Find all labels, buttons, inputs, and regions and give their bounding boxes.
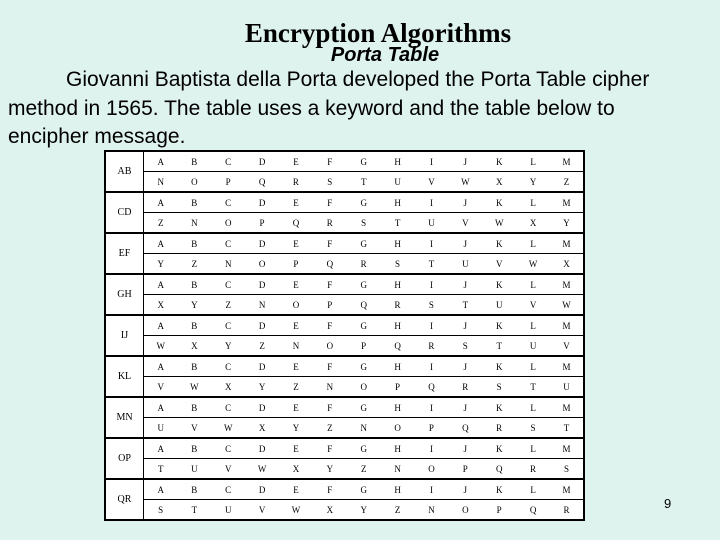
- cipher-letter-cell: Z: [245, 336, 279, 357]
- cipher-letter-cell: O: [347, 377, 381, 398]
- plain-letter-cell: L: [516, 315, 550, 336]
- plain-letter-cell: C: [211, 356, 245, 377]
- plain-letter-cell: E: [279, 397, 313, 418]
- intro-paragraph: Giovanni Baptista della Porta developed the Porta Table cipher method in 1565. The table uses a keyword and the table below to encipher message.: [8, 68, 650, 148]
- plain-letter-cell: C: [211, 397, 245, 418]
- row-key-label: OP: [105, 438, 144, 479]
- plain-letter-cell: K: [482, 315, 516, 336]
- cipher-letter-cell: S: [415, 295, 449, 316]
- table-row: [105, 315, 584, 336]
- cipher-letter-cell: Y: [347, 500, 381, 521]
- cipher-letter-cell: V: [245, 500, 279, 521]
- plain-letter-cell: C: [211, 151, 245, 172]
- cipher-letter-cell: X: [313, 500, 347, 521]
- plain-letter-cell: D: [245, 192, 279, 213]
- cipher-letter-cell: V: [516, 295, 550, 316]
- table-row: [105, 418, 584, 439]
- cipher-letter-cell: Z: [211, 295, 245, 316]
- cipher-letter-cell: W: [516, 254, 550, 275]
- table-row: [105, 479, 584, 500]
- plain-letter-cell: A: [144, 192, 178, 213]
- cipher-letter-cell: U: [144, 418, 178, 439]
- plain-letter-cell: B: [177, 356, 211, 377]
- cipher-letter-cell: R: [347, 254, 381, 275]
- row-key-label: EF: [105, 233, 144, 274]
- plain-letter-cell: H: [381, 274, 415, 295]
- cipher-letter-cell: T: [177, 500, 211, 521]
- plain-letter-cell: J: [448, 397, 482, 418]
- plain-letter-cell: M: [550, 397, 584, 418]
- plain-letter-cell: A: [144, 356, 178, 377]
- cipher-letter-cell: U: [177, 459, 211, 480]
- plain-letter-cell: E: [279, 192, 313, 213]
- cipher-letter-cell: P: [313, 295, 347, 316]
- plain-letter-cell: I: [415, 315, 449, 336]
- cipher-letter-cell: Y: [245, 377, 279, 398]
- plain-letter-cell: B: [177, 397, 211, 418]
- plain-letter-cell: L: [516, 438, 550, 459]
- table-row: [105, 356, 584, 377]
- cipher-letter-cell: P: [211, 172, 245, 193]
- table-row: [105, 213, 584, 234]
- cipher-letter-cell: P: [415, 418, 449, 439]
- plain-letter-cell: J: [448, 356, 482, 377]
- plain-letter-cell: F: [313, 192, 347, 213]
- cipher-letter-cell: O: [177, 172, 211, 193]
- plain-letter-cell: L: [516, 356, 550, 377]
- cipher-letter-cell: X: [516, 213, 550, 234]
- cipher-letter-cell: N: [245, 295, 279, 316]
- plain-letter-cell: B: [177, 151, 211, 172]
- plain-letter-cell: L: [516, 233, 550, 254]
- plain-letter-cell: B: [177, 315, 211, 336]
- cipher-letter-cell: W: [211, 418, 245, 439]
- plain-letter-cell: F: [313, 315, 347, 336]
- cipher-letter-cell: N: [381, 459, 415, 480]
- plain-letter-cell: H: [381, 233, 415, 254]
- cipher-letter-cell: Q: [482, 459, 516, 480]
- cipher-letter-cell: T: [144, 459, 178, 480]
- plain-letter-cell: F: [313, 151, 347, 172]
- plain-letter-cell: K: [482, 479, 516, 500]
- cipher-letter-cell: W: [550, 295, 584, 316]
- cipher-letter-cell: R: [482, 418, 516, 439]
- plain-letter-cell: D: [245, 151, 279, 172]
- cipher-letter-cell: Y: [550, 213, 584, 234]
- cipher-letter-cell: U: [381, 172, 415, 193]
- cipher-letter-cell: Y: [144, 254, 178, 275]
- cipher-letter-cell: X: [144, 295, 178, 316]
- plain-letter-cell: K: [482, 438, 516, 459]
- cipher-letter-cell: Y: [313, 459, 347, 480]
- plain-letter-cell: G: [347, 192, 381, 213]
- cipher-letter-cell: N: [211, 254, 245, 275]
- cipher-letter-cell: T: [347, 172, 381, 193]
- cipher-letter-cell: Y: [516, 172, 550, 193]
- row-key-label: AB: [105, 151, 144, 192]
- plain-letter-cell: H: [381, 356, 415, 377]
- cipher-letter-cell: O: [279, 295, 313, 316]
- table-row: [105, 295, 584, 316]
- cipher-letter-cell: Y: [177, 295, 211, 316]
- row-key-label: CD: [105, 192, 144, 233]
- table-row: [105, 397, 584, 418]
- plain-letter-cell: H: [381, 397, 415, 418]
- cipher-letter-cell: Z: [347, 459, 381, 480]
- plain-letter-cell: K: [482, 233, 516, 254]
- cipher-letter-cell: T: [482, 336, 516, 357]
- cipher-letter-cell: U: [482, 295, 516, 316]
- row-key-label: GH: [105, 274, 144, 315]
- table-row: [105, 459, 584, 480]
- plain-letter-cell: I: [415, 151, 449, 172]
- cipher-letter-cell: Q: [448, 418, 482, 439]
- plain-letter-cell: L: [516, 397, 550, 418]
- cipher-letter-cell: V: [448, 213, 482, 234]
- cipher-letter-cell: S: [347, 213, 381, 234]
- plain-letter-cell: H: [381, 315, 415, 336]
- plain-letter-cell: C: [211, 438, 245, 459]
- table-row: [105, 254, 584, 275]
- cipher-letter-cell: W: [448, 172, 482, 193]
- cipher-letter-cell: X: [550, 254, 584, 275]
- plain-letter-cell: F: [313, 438, 347, 459]
- porta-table: [104, 150, 585, 521]
- cipher-letter-cell: O: [415, 459, 449, 480]
- plain-letter-cell: K: [482, 356, 516, 377]
- cipher-letter-cell: X: [211, 377, 245, 398]
- plain-letter-cell: A: [144, 274, 178, 295]
- cipher-letter-cell: Q: [279, 213, 313, 234]
- plain-letter-cell: A: [144, 397, 178, 418]
- plain-letter-cell: A: [144, 151, 178, 172]
- plain-letter-cell: J: [448, 151, 482, 172]
- cipher-letter-cell: V: [415, 172, 449, 193]
- plain-letter-cell: A: [144, 315, 178, 336]
- cipher-letter-cell: N: [415, 500, 449, 521]
- plain-letter-cell: E: [279, 479, 313, 500]
- cipher-letter-cell: U: [516, 336, 550, 357]
- plain-letter-cell: M: [550, 192, 584, 213]
- plain-letter-cell: I: [415, 274, 449, 295]
- cipher-letter-cell: S: [448, 336, 482, 357]
- plain-letter-cell: G: [347, 397, 381, 418]
- plain-letter-cell: E: [279, 151, 313, 172]
- cipher-letter-cell: S: [482, 377, 516, 398]
- cipher-letter-cell: Q: [245, 172, 279, 193]
- row-key-label: KL: [105, 356, 144, 397]
- plain-letter-cell: H: [381, 192, 415, 213]
- plain-letter-cell: B: [177, 438, 211, 459]
- cipher-letter-cell: Q: [516, 500, 550, 521]
- plain-letter-cell: G: [347, 274, 381, 295]
- cipher-letter-cell: W: [144, 336, 178, 357]
- cipher-letter-cell: O: [245, 254, 279, 275]
- plain-letter-cell: J: [448, 479, 482, 500]
- plain-letter-cell: I: [415, 356, 449, 377]
- plain-letter-cell: D: [245, 356, 279, 377]
- porta-table-body: [105, 151, 584, 520]
- cipher-letter-cell: W: [245, 459, 279, 480]
- cipher-letter-cell: V: [482, 254, 516, 275]
- cipher-letter-cell: N: [144, 172, 178, 193]
- cipher-letter-cell: V: [211, 459, 245, 480]
- plain-letter-cell: G: [347, 479, 381, 500]
- cipher-letter-cell: W: [177, 377, 211, 398]
- cipher-letter-cell: O: [381, 418, 415, 439]
- cipher-letter-cell: O: [448, 500, 482, 521]
- cipher-letter-cell: T: [415, 254, 449, 275]
- plain-letter-cell: D: [245, 233, 279, 254]
- cipher-letter-cell: R: [448, 377, 482, 398]
- page-number: 9: [664, 496, 672, 511]
- plain-letter-cell: M: [550, 356, 584, 377]
- cipher-letter-cell: N: [313, 377, 347, 398]
- row-key-label: IJ: [105, 315, 144, 356]
- plain-letter-cell: C: [211, 479, 245, 500]
- cipher-letter-cell: U: [211, 500, 245, 521]
- cipher-letter-cell: P: [245, 213, 279, 234]
- plain-letter-cell: E: [279, 274, 313, 295]
- plain-letter-cell: L: [516, 151, 550, 172]
- plain-letter-cell: I: [415, 438, 449, 459]
- cipher-letter-cell: X: [177, 336, 211, 357]
- plain-letter-cell: D: [245, 274, 279, 295]
- plain-letter-cell: J: [448, 274, 482, 295]
- row-key-label: QR: [105, 479, 144, 520]
- slide-title: Encryption Algorithms: [244, 18, 512, 48]
- cipher-letter-cell: R: [415, 336, 449, 357]
- cipher-letter-cell: V: [550, 336, 584, 357]
- plain-letter-cell: H: [381, 151, 415, 172]
- cipher-letter-cell: T: [550, 418, 584, 439]
- cipher-letter-cell: Z: [381, 500, 415, 521]
- cipher-letter-cell: Q: [347, 295, 381, 316]
- cipher-letter-cell: O: [313, 336, 347, 357]
- cipher-letter-cell: V: [144, 377, 178, 398]
- cipher-letter-cell: V: [177, 418, 211, 439]
- plain-letter-cell: G: [347, 356, 381, 377]
- plain-letter-cell: K: [482, 397, 516, 418]
- plain-letter-cell: A: [144, 233, 178, 254]
- cipher-letter-cell: T: [381, 213, 415, 234]
- table-row: [105, 377, 584, 398]
- cipher-letter-cell: T: [448, 295, 482, 316]
- cipher-letter-cell: N: [177, 213, 211, 234]
- plain-letter-cell: E: [279, 356, 313, 377]
- cipher-letter-cell: Q: [415, 377, 449, 398]
- cipher-letter-cell: P: [448, 459, 482, 480]
- plain-letter-cell: G: [347, 151, 381, 172]
- plain-letter-cell: M: [550, 233, 584, 254]
- cipher-letter-cell: R: [279, 172, 313, 193]
- plain-letter-cell: K: [482, 192, 516, 213]
- cipher-letter-cell: Z: [550, 172, 584, 193]
- cipher-letter-cell: O: [211, 213, 245, 234]
- cipher-letter-cell: S: [144, 500, 178, 521]
- plain-letter-cell: B: [177, 274, 211, 295]
- cipher-letter-cell: Z: [279, 377, 313, 398]
- table-row: [105, 274, 584, 295]
- plain-letter-cell: G: [347, 315, 381, 336]
- plain-letter-cell: M: [550, 438, 584, 459]
- plain-letter-cell: J: [448, 438, 482, 459]
- cipher-letter-cell: S: [516, 418, 550, 439]
- plain-letter-cell: H: [381, 479, 415, 500]
- plain-letter-cell: F: [313, 274, 347, 295]
- plain-letter-cell: C: [211, 274, 245, 295]
- table-row: [105, 336, 584, 357]
- plain-letter-cell: B: [177, 192, 211, 213]
- cipher-letter-cell: P: [381, 377, 415, 398]
- table-row: [105, 438, 584, 459]
- plain-letter-cell: H: [381, 438, 415, 459]
- cipher-letter-cell: R: [313, 213, 347, 234]
- table-row: [105, 192, 584, 213]
- cipher-letter-cell: N: [347, 418, 381, 439]
- plain-letter-cell: M: [550, 315, 584, 336]
- cipher-letter-cell: N: [279, 336, 313, 357]
- plain-letter-cell: I: [415, 479, 449, 500]
- cipher-letter-cell: Z: [313, 418, 347, 439]
- cipher-letter-cell: P: [279, 254, 313, 275]
- plain-letter-cell: K: [482, 274, 516, 295]
- cipher-letter-cell: U: [415, 213, 449, 234]
- table-row: [105, 151, 584, 172]
- plain-letter-cell: D: [245, 397, 279, 418]
- plain-letter-cell: F: [313, 397, 347, 418]
- cipher-letter-cell: X: [482, 172, 516, 193]
- plain-letter-cell: L: [516, 274, 550, 295]
- plain-letter-cell: M: [550, 151, 584, 172]
- plain-letter-cell: D: [245, 315, 279, 336]
- cipher-letter-cell: W: [279, 500, 313, 521]
- plain-letter-cell: B: [177, 233, 211, 254]
- plain-letter-cell: D: [245, 479, 279, 500]
- table-row: [105, 500, 584, 521]
- cipher-letter-cell: Y: [279, 418, 313, 439]
- plain-letter-cell: M: [550, 274, 584, 295]
- plain-letter-cell: A: [144, 438, 178, 459]
- cipher-letter-cell: Z: [177, 254, 211, 275]
- cipher-letter-cell: Z: [144, 213, 178, 234]
- cipher-letter-cell: X: [279, 459, 313, 480]
- plain-letter-cell: E: [279, 438, 313, 459]
- plain-letter-cell: D: [245, 438, 279, 459]
- cipher-letter-cell: S: [313, 172, 347, 193]
- cipher-letter-cell: Y: [211, 336, 245, 357]
- cipher-letter-cell: Q: [313, 254, 347, 275]
- plain-letter-cell: C: [211, 315, 245, 336]
- plain-letter-cell: I: [415, 192, 449, 213]
- plain-letter-cell: B: [177, 479, 211, 500]
- cipher-letter-cell: S: [381, 254, 415, 275]
- plain-letter-cell: I: [415, 233, 449, 254]
- plain-letter-cell: F: [313, 356, 347, 377]
- slide-subtitle: Porta Table: [330, 44, 440, 66]
- plain-letter-cell: M: [550, 479, 584, 500]
- cipher-letter-cell: R: [550, 500, 584, 521]
- plain-letter-cell: J: [448, 192, 482, 213]
- cipher-letter-cell: R: [516, 459, 550, 480]
- plain-letter-cell: E: [279, 315, 313, 336]
- plain-letter-cell: C: [211, 192, 245, 213]
- plain-letter-cell: C: [211, 233, 245, 254]
- cipher-letter-cell: S: [550, 459, 584, 480]
- plain-letter-cell: A: [144, 479, 178, 500]
- plain-letter-cell: J: [448, 233, 482, 254]
- plain-letter-cell: L: [516, 192, 550, 213]
- cipher-letter-cell: R: [381, 295, 415, 316]
- cipher-letter-cell: X: [245, 418, 279, 439]
- cipher-letter-cell: Q: [381, 336, 415, 357]
- cipher-letter-cell: T: [516, 377, 550, 398]
- plain-letter-cell: L: [516, 479, 550, 500]
- plain-letter-cell: G: [347, 233, 381, 254]
- plain-letter-cell: J: [448, 315, 482, 336]
- plain-letter-cell: K: [482, 151, 516, 172]
- cipher-letter-cell: W: [482, 213, 516, 234]
- plain-letter-cell: I: [415, 397, 449, 418]
- cipher-letter-cell: P: [347, 336, 381, 357]
- cipher-letter-cell: P: [482, 500, 516, 521]
- table-row: [105, 172, 584, 193]
- cipher-letter-cell: U: [550, 377, 584, 398]
- plain-letter-cell: G: [347, 438, 381, 459]
- plain-letter-cell: E: [279, 233, 313, 254]
- plain-letter-cell: F: [313, 233, 347, 254]
- row-key-label: MN: [105, 397, 144, 438]
- plain-letter-cell: F: [313, 479, 347, 500]
- cipher-letter-cell: U: [448, 254, 482, 275]
- table-row: [105, 233, 584, 254]
